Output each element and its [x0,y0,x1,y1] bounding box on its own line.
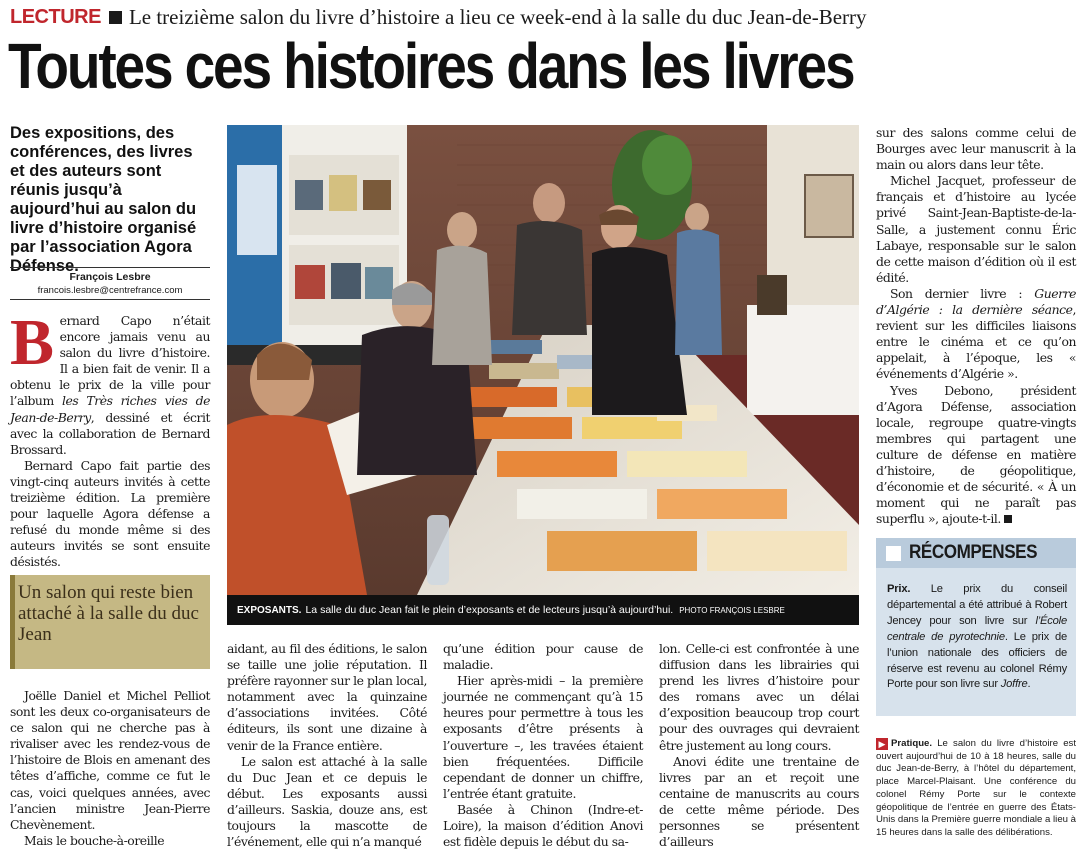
book-title: Joffre [1000,678,1028,691]
text-run: Yves Debono, président d’Agora Défense, association locale, regroupe quatre-vingts membres qui partagent une culture de défense en matière d’histoire, de géopolitique, d’économie et de sécurité. « À un moment qui ne paraît pas superflu », ajoute-t-il. [876,382,1076,527]
paragraph: Mais le bouche-à-oreille [24,832,165,848]
recompenses-body [876,568,1076,716]
text-run: Le prix du conseil départemental a été attribué à Robert Jencey pour son livre sur [887,583,1067,627]
paragraph: Basée à Chinon (Indre-et-Loire), la maison d’édition Anovi est fidèle depuis le début du sa- [443,801,643,850]
article-column-2 [227,641,427,850]
paragraph [876,383,1076,528]
arrow-right-icon: ▶ [876,738,888,750]
paragraph: Hier après-midi – la première journée ne commençant qu’à 15 heures pour permettre à tous les exposants d’être présents à l’ouverture –, les travées étaient bien fréquentées. Difficile cependant de donner un chiffre, l’entrée étant gratuite. [443,673,643,801]
paragraph: Michel Jacquet, professeur de français et d’histoire au lycée privé Saint-Jean-Baptiste-de-la-Salle, a justement connu Éric Labaye, responsable sur le salon de cette maison d’édition où il est édité. [876,173,1076,285]
recompenses-label: Prix. [887,583,911,595]
text-run: . Le prix de l’union nationale des officiers de réserve est revenu au colonel Rémy Porte pour son livre sur [887,630,1067,691]
pull-quote-box [10,575,210,669]
book-title: les Très riches vies de Jean-de-Berry [10,393,210,425]
recompenses-header [876,538,1076,568]
text-run: , dessiné et écrit avec la collaboration de Bernard Brossard. [10,409,210,457]
paragraph [876,286,1076,383]
headline: Toutes ces histoires dans les livres [8,30,854,102]
article-column-4 [659,641,859,850]
article-column-1 [10,306,210,571]
pratique-text: Le salon du livre d’histoire est ouvert aujourd’hui de 10 à 18 heures, salle du duc Jean-de-Berry, à l’hôtel du département, place Marcel-Plaisant. Une conférence du colonel Rémy Porte sur le contexte géopolitique de l’entrée en guerre des États-Unis dans la Première guerre mondiale a lieu à 15 heures dans la salle des délibérations. [876,738,1076,838]
paragraph: lon. Celle-ci est confrontée à une diffusion dans les librairies qui prend les livres d’histoire pour des romans avec un délai d’exposition beaucoup trop court pour des ouvrages qui devraient être justement au long cours. [659,641,859,753]
pull-quote-bar [10,575,15,669]
article-column-1b [10,688,210,849]
article-photo [227,125,859,595]
paragraph: aidant, au fil des éditions, le salon se taille une jolie réputation. Il préfère rayonner sur le plan local, notamment avec la quinzaine d’associations invitées. Côté éditeurs, ils sont une dizaine à venir de la France entière. [227,641,427,753]
text-run: , revient sur les difficiles liaisons entre le cinéma et ce qu’on appelait, à l’époque, les « événements d’Algérie ». [876,302,1076,382]
article-column-3 [443,641,643,850]
paragraph: Le salon est attaché à la salle du Duc Jean et ce depuis le début. Les exposants aussi d’ailleurs. Saskia, douze ans, est toujours la mascotte de l’événement, elle qui n’a manqué [227,753,427,850]
paragraph: sur des salons comme celui de Bourges avec leur manuscrit à la main ou alors dans leur tête. [876,125,1076,173]
photo-credit: PHOTO FRANÇOIS LESBRE [679,605,785,615]
pull-quote-text: Un salon qui reste bien attaché à la salle du duc Jean [18,582,199,645]
author-name: François Lesbre [69,271,151,283]
end-mark-icon [1004,515,1012,523]
pratique-info [876,738,1076,840]
kicker [10,4,867,30]
caption-label: EXPOSANTS. [237,604,302,616]
photo-caption [227,595,859,625]
book-title: l’École centrale de pyrotechnie [887,614,1067,643]
caption-text: La salle du duc Jean fait le plein d’exposants et de lecteurs jusqu’à aujourd’hui. [305,604,674,616]
square-bullet-icon [109,11,122,24]
author-email[interactable]: francois.lesbre@centrefrance.com [37,285,183,296]
byline [10,267,210,300]
text-run: . [1027,678,1031,691]
kicker-text: Le treizième salon du livre d’histoire a lieu ce week-end à la salle du duc Jean-de-Berry [128,4,867,29]
lead-paragraph: Des expositions, des conférences, des livres et des auteurs sont réunis jusqu’à aujourd’hui au salon du livre d’histoire organisé par l’association Agora Défense. [10,124,197,275]
recompenses-text [887,582,1067,693]
paragraph [10,306,210,458]
book-title: Guerre d’Algérie : la dernière séance [876,285,1076,318]
pratique-label: Pratique. [891,738,933,749]
article-column-5 [876,125,1076,527]
text-run: ernard Capo n’était encore jamais venu au salon du livre d’histoire. Il a bien fait de venir. Il a obtenu le prix de la ville pour l’album [10,313,210,409]
paragraph: Joëlle Daniel et Michel Pelliot sont les deux co-organisateurs de ce salon qui ne cherche pas à rivaliser avec les rendez-vous de l’histoire de Blois en amenant des têtes d’affiche, comme ce fut le cas, voici quelques années, avec l’ancien ministre Jean-Pierre Chevènement. [10,688,210,832]
square-icon [886,546,901,561]
section-tag: LECTURE [10,5,101,28]
drop-cap: B [10,306,54,379]
recompenses-title: RÉCOMPENSES [909,542,1038,563]
text-run: Son dernier livre : [890,285,1035,301]
paragraph: Bernard Capo fait partie des vingt-cinq auteurs invités à cette treizième édition. La première pour laquelle Agora défense a refusé du monde même si des auteurs invités se sont ensuite désistés. [10,457,210,570]
book-fair-photo [227,125,859,595]
paragraph: Anovi édite une trentaine de livres par an et reçoit une centaine de manuscrits au cours de cette même période. Des personnes se présentent d’ailleurs [659,753,859,850]
paragraph: qu’une édition pour cause de maladie. [443,641,643,673]
